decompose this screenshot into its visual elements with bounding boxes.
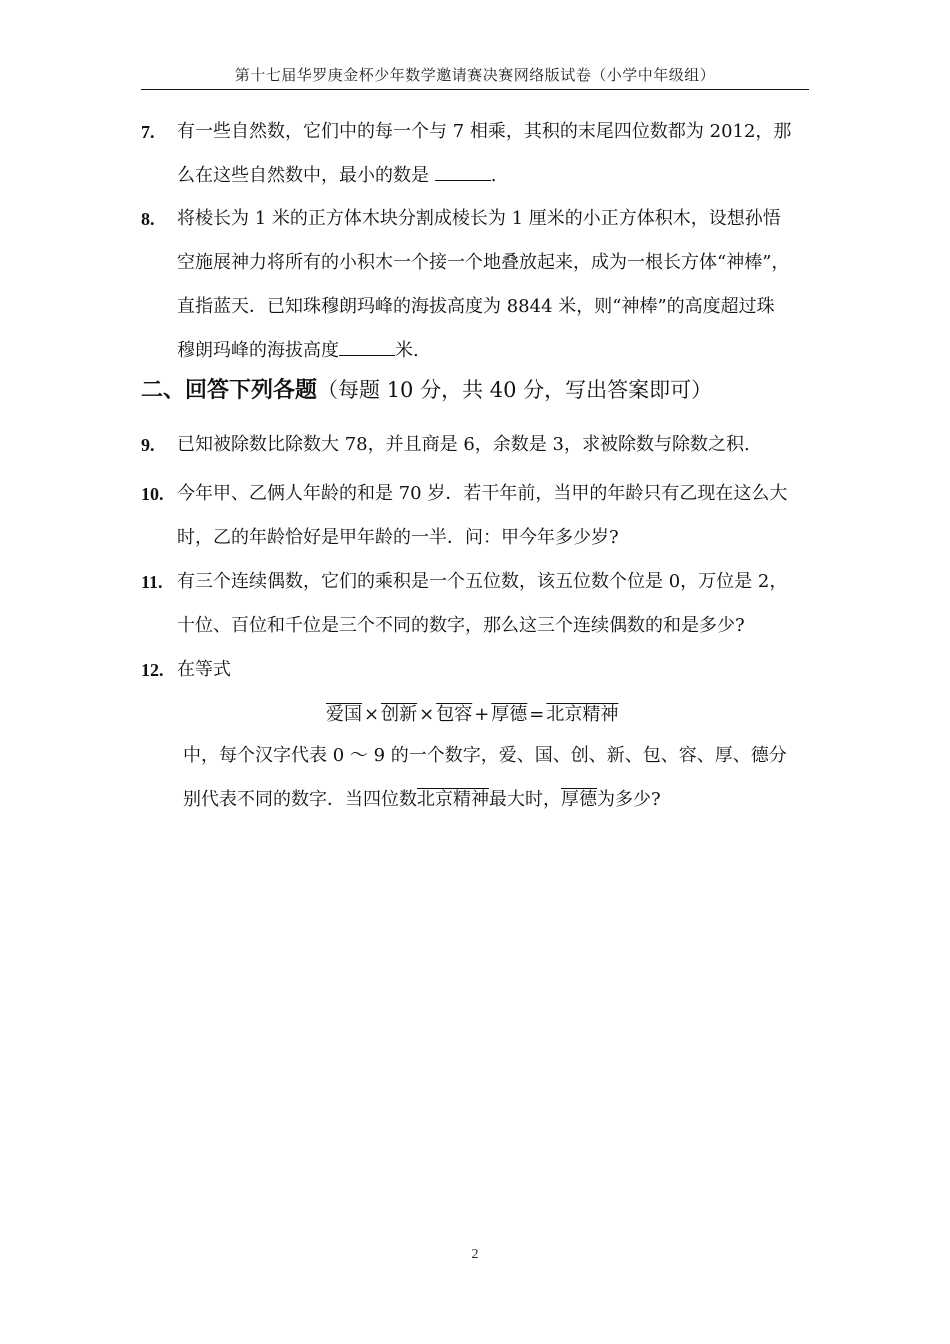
question-text-line xyxy=(177,331,809,375)
question-text: 米. xyxy=(395,340,419,361)
question-number: 7. xyxy=(141,122,155,142)
times-sign: × xyxy=(419,704,435,725)
times-sign: × xyxy=(364,704,380,725)
section-title: 二、回答下列各题 xyxy=(141,377,318,403)
overlined-number: 厚德 xyxy=(561,789,597,810)
equation xyxy=(326,700,618,726)
question-number: 11. xyxy=(141,572,163,592)
answer-blank xyxy=(339,335,395,356)
question-text-line xyxy=(177,156,809,200)
section-note: （每题 10 分，共 40 分，写出答案即可） xyxy=(317,378,713,402)
overlined-number: 厚德 xyxy=(491,704,528,725)
question-text: 直指蓝天．已知珠穆朗玛峰的海拔高度为 8844 米，则“神棒”的高度超过珠 xyxy=(177,296,775,317)
question-text: 今年甲、乙俩人年龄的和是 70 岁．若干年前，当甲的年龄只有乙现在这么大 xyxy=(177,483,788,504)
plus-sign: + xyxy=(474,704,490,725)
question-7 xyxy=(141,112,809,200)
overlined-number: 爱国 xyxy=(326,704,362,725)
page-number: 2 xyxy=(471,1247,479,1262)
question-11 xyxy=(141,562,809,650)
equals-sign: = xyxy=(529,704,545,725)
question-12-continued xyxy=(141,736,809,824)
page-header: 第十七届华罗庚金杯少年数学邀请赛决赛网络版试卷（小学中年级组） xyxy=(234,66,716,84)
question-number: 12. xyxy=(141,660,164,680)
question-text: 将棱长为 1 米的正方体木块分割成棱长为 1 厘米的小正方体积木，设想孙悟 xyxy=(177,208,781,229)
question-text: 为多少? xyxy=(597,789,661,810)
question-9 xyxy=(141,425,809,469)
question-number: 8. xyxy=(141,209,155,229)
question-text: 已知被除数比除数大 78，并且商是 6，余数是 3，求被除数与除数之积. xyxy=(177,434,750,455)
question-text: 在等式 xyxy=(177,659,231,680)
question-text: 中，每个汉字代表 0 ～ 9 的一个数字，爱、国、创、新、包、容、厚、德分 xyxy=(183,745,787,766)
question-text: 有一些自然数，它们中的每一个与 7 相乘，其积的末尾四位数都为 2012，那 xyxy=(177,121,792,142)
overlined-number: 包容 xyxy=(436,704,473,725)
question-text-line xyxy=(183,780,809,824)
question-8 xyxy=(141,199,809,375)
question-text: 么在这些自然数中，最小的数是 xyxy=(177,165,429,186)
question-text: 最大时， xyxy=(489,789,561,810)
overlined-number: 北京精神 xyxy=(417,789,489,810)
question-number: 9. xyxy=(141,435,155,455)
question-12 xyxy=(141,650,809,694)
question-text: 别代表不同的数字．当四位数 xyxy=(183,789,417,810)
question-number: 10. xyxy=(141,484,164,504)
section-heading xyxy=(141,373,712,404)
question-text: 时，乙的年龄恰好是甲年龄的一半．问：甲今年多少岁? xyxy=(177,527,619,548)
header-divider xyxy=(141,89,809,90)
punctuation: . xyxy=(490,165,497,186)
question-text: 空施展神力将所有的小积木一个接一个地叠放起来，成为一根长方体“神棒”， xyxy=(177,252,790,273)
question-text: 十位、百位和千位是三个不同的数字，那么这三个连续偶数的和是多少? xyxy=(177,615,745,636)
overlined-number: 创新 xyxy=(381,704,418,725)
answer-blank xyxy=(435,160,491,181)
overlined-number: 北京精神 xyxy=(546,704,619,725)
question-text: 有三个连续偶数，它们的乘积是一个五位数，该五位数个位是 0，万位是 2， xyxy=(177,571,788,592)
question-text: 穆朗玛峰的海拔高度 xyxy=(177,340,339,361)
question-10 xyxy=(141,474,809,562)
